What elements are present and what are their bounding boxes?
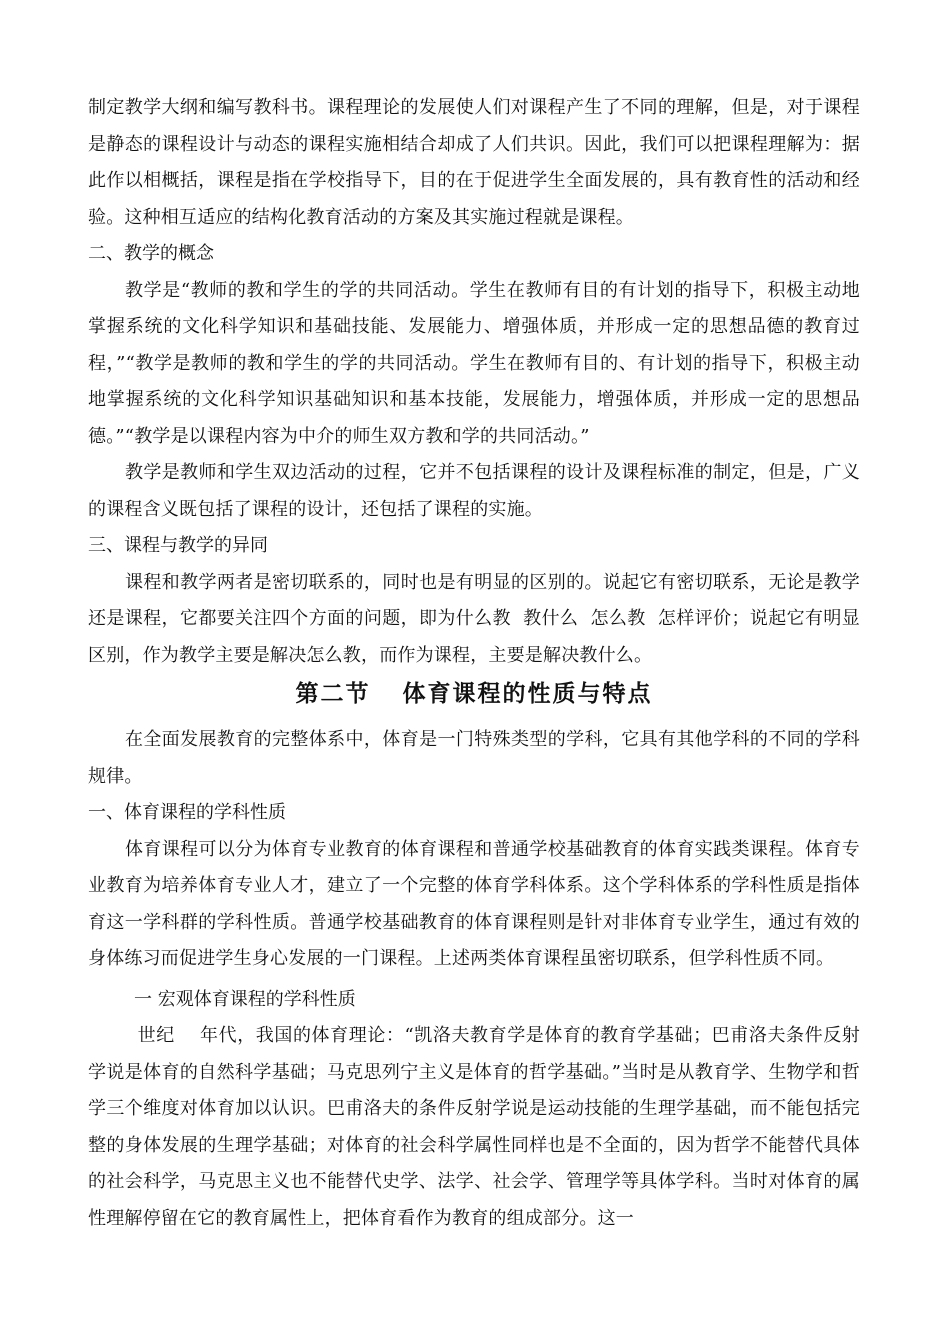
heading-teaching-concept: 二、教学的概念 xyxy=(88,243,214,264)
paragraph-teaching-process: 教学是教师和学生双边活动的过程，它并不包括课程的设计及课程标准的制定，但是，广义的课程含义既包括了课程的设计，还包括了课程的实施。 xyxy=(88,462,860,520)
paragraph-pe-theory-history: 世纪 年代，我国的体育理论：“凯洛夫教育学是体育的教育学基础；巴甫洛夫条件反射学说是体育的自然科学基础；马克思列宁主义是体育的哲学基础。”当时是从教育学、生物学和哲学三个维度对体育加以认识。巴甫洛夫的条件反射学说是运动技能的生理学基础，而不能包括完整的身体发展的生理学基础；对体育的社会科学属性同样也是不全面的，因为哲学不能替代具体的社会科学，马克思主义也不能替代史学、法学、社会学、管理学等具体学科。当时对体育的属性理解停留在它的教育属性上，把体育看作为教育的组成部分。这一 xyxy=(88,1025,860,1229)
paragraph-pe-overview: 在全面发展教育的完整体系中，体育是一门特殊类型的学科，它具有其他学科的不同的学科规律。 xyxy=(88,729,860,787)
document-page xyxy=(88,90,860,1237)
heading-pe-discipline-nature: 一、体育课程的学科性质 xyxy=(88,802,286,823)
subheading-macro-pe-nature: 一 宏观体育课程的学科性质 xyxy=(134,988,356,1010)
paragraph-curriculum-definition: 制定教学大纲和编写教科书。课程理论的发展使人们对课程产生了不同的理解，但是，对于课程是静态的课程设计与动态的课程实施相结合却成了人们共识。因此，我们可以把课程理解为：据此作以相概括，课程是指在学校指导下，目的在于促进学生全面发展的，具有教育性的活动和经验。这种相互适应的结构化教育活动的方案及其实施过程就是课程。 xyxy=(88,97,860,228)
paragraph-curriculum-teaching-relation: 课程和教学两者是密切联系的，同时也是有明显的区别的。说起它有密切联系，无论是教学还是课程，它都要关注四个方面的问题，即为什么教 教什么 怎么教 怎样评价；说起它有明显区别，作为教学主要是解决怎么教，而作为课程，主要是解决教什么。 xyxy=(88,571,860,666)
section-number: 第二节 xyxy=(295,680,371,707)
paragraph-pe-curriculum-types: 体育课程可以分为体育专业教育的体育课程和普通学校基础教育的体育实践类课程。体育专业教育为培养体育专业人才，建立了一个完整的体育学科体系。这个学科体系的学科性质是指体育这一学科群的学科性质。普通学校基础教育的体育课程则是针对非体育专业学生，通过有效的身体练习而促进学生身心发展的一门课程。上述两类体育课程虽密切联系，但学科性质不同。 xyxy=(88,838,860,969)
heading-curriculum-vs-teaching: 三、课程与教学的异同 xyxy=(88,535,268,556)
section-title-text: 体育课程的性质与特点 xyxy=(402,680,653,707)
paragraph-teaching-definitions: 教学是“教师的教和学生的学的共同活动。学生在教师有目的有计划的指导下，积极主动地掌握系统的文化科学知识和基础技能、发展能力、增强体质，并形成一定的思想品德的教育过程，”“教学是教师的教和学生的学的共同活动。学生在教师有目的、有计划的指导下，积极主动地掌握系统的文化科学知识基础知识和基本技能，发展能力，增强体质，并形成一定的思想品德。”“教学是以课程内容为中介的师生双方教和学的共同活动。” xyxy=(88,279,860,447)
section-title xyxy=(88,674,860,714)
